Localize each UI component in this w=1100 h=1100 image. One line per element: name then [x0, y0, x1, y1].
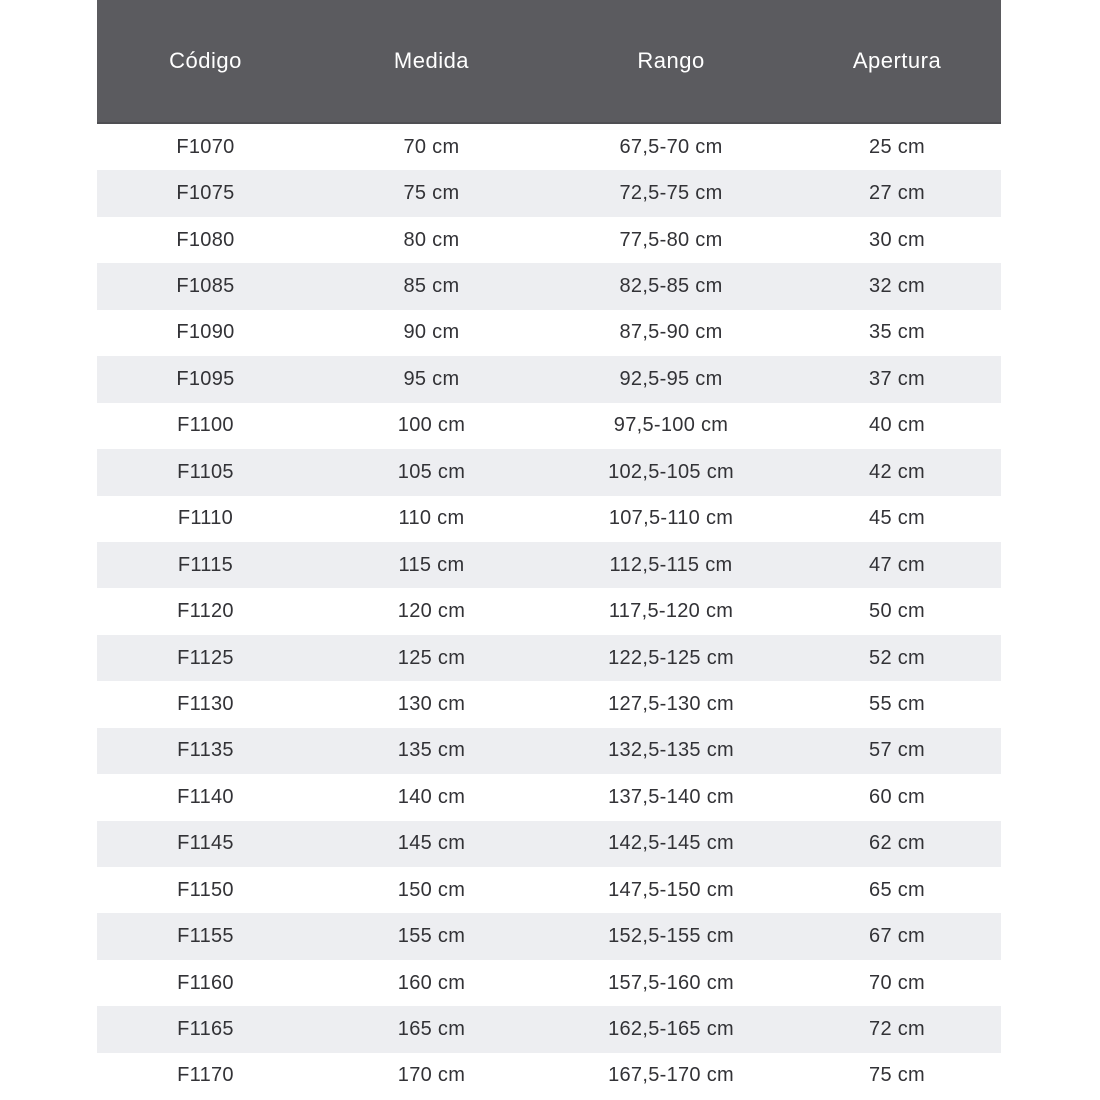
range-cell: 97,5-100 cm — [613, 414, 729, 437]
size-cell: 90 cm — [403, 321, 460, 344]
code-cell: F1155 — [177, 925, 234, 948]
table-row — [97, 449, 1001, 495]
code-cell: F1110 — [177, 507, 234, 530]
column-header-codigo: Código — [169, 48, 242, 73]
code-cell: F1150 — [177, 878, 234, 901]
size-cell: 85 cm — [403, 275, 460, 298]
range-cell: 162,5-165 cm — [608, 1018, 734, 1041]
size-cell: 145 cm — [397, 832, 466, 855]
code-cell: F1140 — [177, 785, 234, 808]
code-cell: F1075 — [176, 182, 235, 205]
range-cell: 122,5-125 cm — [608, 646, 734, 669]
aperture-cell: 72 cm — [869, 1018, 925, 1041]
aperture-cell: 75 cm — [869, 1064, 925, 1087]
code-cell: F1095 — [176, 367, 235, 390]
table-row — [97, 1053, 1001, 1099]
range-cell: 132,5-135 cm — [608, 739, 734, 762]
aperture-cell: 30 cm — [869, 228, 925, 251]
size-cell: 135 cm — [397, 739, 466, 762]
aperture-cell: 42 cm — [869, 460, 925, 483]
table-row — [97, 170, 1001, 216]
range-cell: 82,5-85 cm — [619, 275, 723, 298]
code-cell: F1160 — [177, 971, 234, 994]
size-cell: 140 cm — [397, 785, 466, 808]
range-cell: 127,5-130 cm — [608, 692, 734, 715]
code-cell: F1170 — [177, 1064, 234, 1087]
size-cell: 95 cm — [403, 367, 460, 390]
code-cell: F1145 — [177, 832, 234, 855]
code-cell: F1165 — [177, 1018, 234, 1041]
range-cell: 92,5-95 cm — [619, 367, 723, 390]
table-row — [97, 124, 1001, 170]
aperture-cell: 40 cm — [869, 414, 925, 437]
size-cell: 105 cm — [397, 460, 466, 483]
range-cell: 77,5-80 cm — [619, 228, 723, 251]
table-row — [97, 1006, 1001, 1052]
table-row — [97, 263, 1001, 309]
table-row — [97, 217, 1001, 263]
code-cell: F1090 — [176, 321, 235, 344]
aperture-cell: 50 cm — [869, 600, 925, 623]
table-header-row — [97, 0, 1001, 124]
aperture-cell: 27 cm — [869, 182, 925, 205]
range-cell: 102,5-105 cm — [608, 460, 734, 483]
code-cell: F1105 — [177, 460, 234, 483]
size-cell: 70 cm — [403, 135, 460, 158]
aperture-cell: 62 cm — [869, 832, 925, 855]
table-row — [97, 310, 1001, 356]
code-cell: F1070 — [176, 135, 235, 158]
range-cell: 137,5-140 cm — [608, 785, 734, 808]
code-cell: F1115 — [177, 553, 234, 576]
range-cell: 142,5-145 cm — [608, 832, 734, 855]
size-cell: 150 cm — [397, 878, 466, 901]
aperture-cell: 57 cm — [869, 739, 925, 762]
range-cell: 72,5-75 cm — [619, 182, 723, 205]
table-row — [97, 821, 1001, 867]
table-row — [97, 960, 1001, 1006]
range-cell: 107,5-110 cm — [608, 507, 734, 530]
aperture-cell: 35 cm — [869, 321, 925, 344]
size-cell: 80 cm — [403, 228, 460, 251]
range-cell: 157,5-160 cm — [608, 971, 734, 994]
code-cell: F1125 — [177, 646, 234, 669]
size-cell: 160 cm — [397, 971, 466, 994]
code-cell: F1100 — [177, 414, 234, 437]
range-cell: 117,5-120 cm — [608, 600, 734, 623]
aperture-cell: 37 cm — [869, 367, 925, 390]
size-table — [97, 0, 1001, 1100]
code-cell: F1120 — [177, 600, 234, 623]
range-cell: 167,5-170 cm — [608, 1064, 734, 1087]
table-row — [97, 728, 1001, 774]
range-cell: 147,5-150 cm — [608, 878, 734, 901]
range-cell: 112,5-115 cm — [609, 553, 733, 576]
size-cell: 130 cm — [397, 692, 466, 715]
size-cell: 110 cm — [398, 507, 465, 530]
range-cell: 152,5-155 cm — [608, 925, 734, 948]
aperture-cell: 47 cm — [869, 553, 925, 576]
code-cell: F1080 — [176, 228, 235, 251]
table-row — [97, 913, 1001, 959]
size-cell: 125 cm — [397, 646, 466, 669]
aperture-cell: 65 cm — [869, 878, 925, 901]
table-row — [97, 542, 1001, 588]
code-cell: F1085 — [176, 275, 235, 298]
size-cell: 100 cm — [397, 414, 466, 437]
size-cell: 170 cm — [397, 1064, 466, 1087]
size-cell: 115 cm — [398, 553, 465, 576]
table-row — [97, 681, 1001, 727]
table-row — [97, 635, 1001, 681]
size-cell: 155 cm — [397, 925, 466, 948]
aperture-cell: 60 cm — [869, 785, 925, 808]
table-row — [97, 867, 1001, 913]
table-row — [97, 403, 1001, 449]
column-header-medida: Medida — [393, 48, 470, 73]
column-header-apertura: Apertura — [852, 48, 942, 73]
aperture-cell: 32 cm — [869, 275, 925, 298]
table-row — [97, 774, 1001, 820]
aperture-cell: 70 cm — [869, 971, 925, 994]
aperture-cell: 25 cm — [869, 135, 925, 158]
aperture-cell: 45 cm — [869, 507, 925, 530]
size-cell: 165 cm — [397, 1018, 466, 1041]
table-body — [97, 124, 1001, 1099]
aperture-cell: 55 cm — [869, 692, 925, 715]
range-cell: 67,5-70 cm — [619, 135, 723, 158]
range-cell: 87,5-90 cm — [619, 321, 723, 344]
aperture-cell: 52 cm — [869, 646, 925, 669]
size-cell: 120 cm — [397, 600, 466, 623]
aperture-cell: 67 cm — [869, 925, 925, 948]
code-cell: F1130 — [177, 692, 234, 715]
size-cell: 75 cm — [403, 182, 460, 205]
column-header-rango: Rango — [637, 48, 705, 73]
table-row — [97, 588, 1001, 634]
code-cell: F1135 — [177, 739, 234, 762]
table-row — [97, 496, 1001, 542]
table-row — [97, 356, 1001, 402]
